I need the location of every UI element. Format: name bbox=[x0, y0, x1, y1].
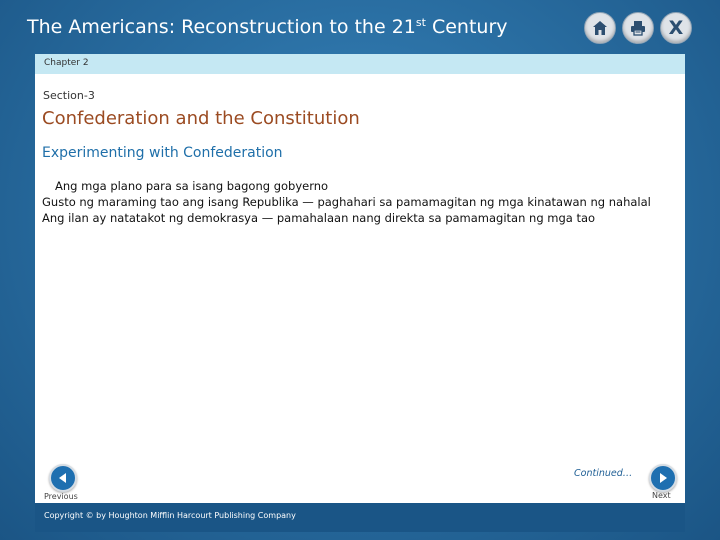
print-button[interactable] bbox=[622, 12, 654, 44]
body-line: Ang ilan ay natatakot ng demokrasya — pamahalaan nang direkta sa pamamagitan ng mga tao bbox=[42, 211, 596, 225]
copyright-text: Copyright © by Houghton Mifflin Harcourt Publishing Company bbox=[44, 511, 296, 520]
title-superscript: st bbox=[415, 16, 426, 29]
chapter-bar bbox=[35, 54, 685, 74]
close-button[interactable] bbox=[660, 12, 692, 44]
arrow-right-icon bbox=[657, 469, 669, 488]
previous-button[interactable] bbox=[49, 464, 77, 492]
footer-bar bbox=[35, 503, 685, 532]
home-button[interactable] bbox=[584, 12, 616, 44]
arrow-left-icon bbox=[57, 469, 69, 488]
next-button[interactable] bbox=[649, 464, 677, 492]
body-line: Ang mga plano para sa isang bagong gobyerno bbox=[55, 179, 329, 193]
section-label: Section-3 bbox=[43, 89, 95, 102]
body-text bbox=[42, 178, 662, 226]
previous-label: Previous bbox=[44, 492, 78, 501]
toolbar-icons bbox=[584, 12, 692, 44]
slide-heading: Confederation and the Constitution bbox=[42, 108, 360, 129]
continued-label: Continued… bbox=[574, 468, 633, 479]
next-label: Next bbox=[652, 491, 671, 500]
content-panel bbox=[35, 54, 685, 532]
page-title bbox=[27, 13, 508, 41]
home-icon bbox=[591, 19, 609, 37]
chapter-label: Chapter 2 bbox=[44, 58, 89, 68]
print-icon bbox=[629, 19, 647, 37]
body-line: Gusto ng maraming tao ang isang Republika — paghahari sa pamamagitan ng mga kinatawan ng nahalal bbox=[42, 195, 651, 209]
title-main: The Americans: Reconstruction to the 21 bbox=[27, 16, 416, 38]
close-icon: X bbox=[668, 16, 684, 39]
slide-subheading: Experimenting with Confederation bbox=[42, 145, 283, 161]
title-suffix: Century bbox=[425, 16, 508, 38]
